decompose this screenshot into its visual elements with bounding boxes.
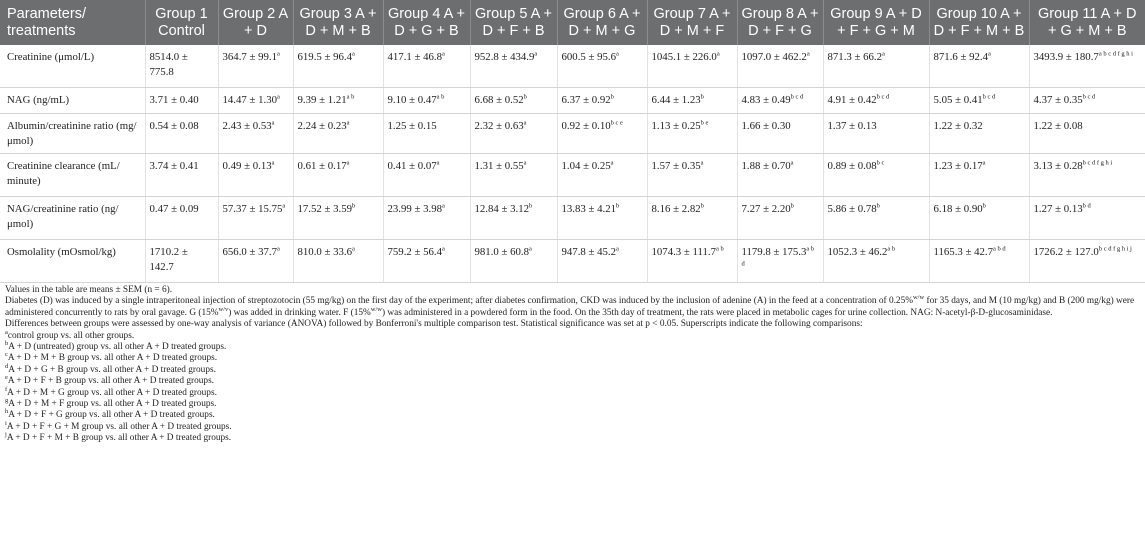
table-cell (145, 88, 218, 114)
table-cell (1029, 88, 1145, 114)
comparison-note (5, 410, 1141, 421)
table-cell (470, 114, 557, 154)
unit-superscript: w/v (218, 305, 229, 313)
table-cell (737, 240, 823, 283)
cell-value: 364.7 ± 99.1 (222, 51, 278, 63)
table-cell (929, 154, 1029, 197)
table-cell (218, 88, 293, 114)
table-cell (647, 154, 737, 197)
table-row (0, 114, 1145, 154)
cell-value: 0.89 ± 0.08 (827, 160, 877, 172)
cell-value: 1.31 ± 0.55 (474, 160, 524, 172)
cell-value: 1045.1 ± 226.0 (651, 51, 717, 63)
comparison-marker: b (5, 339, 9, 347)
table-cell (823, 45, 929, 88)
cell-value: 871.3 ± 66.2 (827, 51, 883, 63)
table-cell (823, 154, 929, 197)
table-cell (557, 88, 647, 114)
footnote-comparisons (5, 328, 1141, 445)
comparison-note (5, 385, 1141, 399)
cell-superscript: a (352, 245, 355, 253)
cell-superscript: a (610, 159, 614, 167)
header-group-1: Group 1 Control (145, 0, 218, 45)
comparison-text: A + D + F + M + B group vs. all other A + D treated groups. (6, 433, 232, 444)
cell-superscript: b c d (876, 93, 890, 101)
cell-value: 9.10 ± 0.47 (387, 94, 437, 106)
table-cell (823, 240, 929, 283)
cell-superscript: a (700, 159, 704, 167)
cell-superscript: a (806, 50, 810, 58)
cell-value: 6.44 ± 1.23 (651, 94, 701, 106)
table-header (0, 0, 1145, 45)
table-cell (737, 154, 823, 197)
cell-value: 3.74 ± 0.41 (149, 160, 199, 172)
cell-superscript: b c d (982, 93, 996, 101)
table-cell (737, 88, 823, 114)
cell-value: 1.04 ± 0.25 (561, 160, 611, 172)
cell-value: 6.18 ± 0.90 (933, 203, 983, 215)
comparison-note (5, 353, 1141, 364)
table-cell (145, 45, 218, 88)
comparison-marker: i (5, 419, 7, 427)
cell-value: 2.43 ± 0.53 (222, 120, 272, 132)
cell-superscript: a (442, 245, 445, 253)
row-label: Osmolality (mOsmol/kg) (0, 240, 145, 283)
comparison-marker: d (5, 362, 9, 370)
table-cell (929, 240, 1029, 283)
table-cell (823, 114, 929, 154)
row-label: Albumin/creatinine ratio (mg/μmol) (0, 114, 145, 154)
cell-value: 8514.0 ± 775.8 (149, 51, 188, 78)
cell-value: 981.0 ± 60.8 (474, 246, 530, 258)
table-cell (383, 114, 470, 154)
cell-superscript: a (616, 50, 619, 58)
cell-value: 5.05 ± 0.41 (933, 94, 983, 106)
cell-value: 1074.3 ± 111.7 (651, 246, 717, 258)
comparison-marker: f (5, 385, 8, 393)
cell-value: 871.6 ± 92.4 (933, 51, 989, 63)
table-cell (1029, 114, 1145, 154)
cell-superscript: b (529, 202, 533, 210)
cell-value: 1.27 ± 0.13 (1033, 203, 1083, 215)
header-group-5: Group 5 A + D + F + B (470, 0, 557, 45)
table-cell (647, 240, 737, 283)
table-cell (218, 45, 293, 88)
cell-superscript: b c d f g h i (1082, 159, 1113, 167)
cell-superscript: a b (716, 245, 724, 253)
cell-value: 17.52 ± 3.59 (297, 203, 353, 215)
comparison-note (5, 376, 1141, 387)
cell-superscript: b c d f g h i j (1098, 245, 1132, 253)
cell-value: 1165.3 ± 42.7 (933, 246, 994, 258)
cell-superscript: a (271, 119, 275, 127)
cell-superscript: b c (876, 159, 885, 167)
table-cell (383, 154, 470, 197)
cell-superscript: b c d (790, 93, 804, 101)
cell-value: 759.2 ± 56.4 (387, 246, 443, 258)
comparison-text: control group vs. all other groups. (7, 330, 135, 341)
table-cell (1029, 154, 1145, 197)
header-group-11: Group 11 A + D + G + M + B (1029, 0, 1145, 45)
comparison-marker: c (5, 351, 8, 359)
header-group-4: Group 4 A + D + G + B (383, 0, 470, 45)
table-cell (647, 114, 737, 154)
cell-value: 3.13 ± 0.28 (1033, 160, 1083, 172)
comparison-note (5, 362, 1141, 376)
cell-value: 0.41 ± 0.07 (387, 160, 437, 172)
header-group-10: Group 10 A + D + F + M + B (929, 0, 1029, 45)
cell-value: 1726.2 ± 127.0 (1033, 246, 1099, 258)
table-cell (145, 240, 218, 283)
unit-superscript: w/w (370, 305, 382, 313)
table-cell (293, 197, 383, 240)
cell-superscript: a (271, 159, 275, 167)
table-cell (929, 114, 1029, 154)
table-cell (145, 154, 218, 197)
table-row (0, 88, 1145, 114)
cell-superscript: a b d (741, 245, 815, 268)
cell-superscript: a (442, 50, 445, 58)
cell-value: 656.0 ± 37.7 (222, 246, 278, 258)
table-cell (383, 88, 470, 114)
cell-superscript: b (982, 202, 986, 210)
header-parameters: Parameters/ treatments (0, 0, 145, 45)
row-label: Creatinine clearance (mL/ minute) (0, 154, 145, 197)
table-cell (557, 114, 647, 154)
table-cell (293, 154, 383, 197)
cell-superscript: a (534, 50, 538, 58)
cell-superscript: a (346, 159, 350, 167)
table-cell (470, 154, 557, 197)
cell-value: 0.92 ± 0.10 (561, 120, 611, 132)
cell-superscript: a b (436, 93, 445, 101)
table-cell (1029, 240, 1145, 283)
cell-superscript: b (616, 202, 620, 210)
table-cell (383, 197, 470, 240)
header-group-3: Group 3 A + D + M + B (293, 0, 383, 45)
comparison-text: A + D + M + F group vs. all other A + D treated groups. (8, 399, 217, 410)
cell-value: 5.86 ± 0.78 (827, 203, 877, 215)
row-label: NAG/creatinine ratio (ng/μmol) (0, 197, 145, 240)
header-group-7: Group 7 A + D + M + F (647, 0, 737, 45)
header-group-2: Group 2 A + D (218, 0, 293, 45)
cell-value: 1.22 ± 0.08 (1033, 120, 1083, 132)
table-cell (737, 114, 823, 154)
comparison-text: A + D + G + B group vs. all other A + D treated groups. (8, 364, 216, 375)
cell-value: 6.37 ± 0.92 (561, 94, 611, 106)
comparison-text: A + D + F + G group vs. all other A + D treated groups. (8, 410, 215, 421)
cell-superscript: a (442, 202, 445, 210)
table-cell (218, 154, 293, 197)
cell-superscript: a (882, 50, 885, 58)
footnote-stats: Differences between groups were assessed by one-way analysis of variance (ANOVA) followed by Bonferroni's multiple comparison test. Statistical significance was set at p < 0.05. Superscripts indicate the following comparisons: (5, 319, 863, 330)
cell-value: 1.25 ± 0.15 (387, 120, 437, 132)
table-row (0, 154, 1145, 197)
comparison-note (5, 419, 1141, 433)
cell-value: 1.57 ± 0.35 (651, 160, 701, 172)
comparison-text: A + D + M + G group vs. all other A + D treated groups. (7, 387, 217, 398)
cell-value: 619.5 ± 96.4 (297, 51, 353, 63)
table-cell (1029, 197, 1145, 240)
table-cell (647, 45, 737, 88)
cell-value: 1.13 ± 0.25 (651, 120, 701, 132)
cell-value: 4.83 ± 0.49 (741, 94, 791, 106)
cell-value: 9.39 ± 1.21 (297, 94, 347, 106)
table-cell (737, 45, 823, 88)
comparison-marker: g (5, 396, 9, 404)
table-row (0, 197, 1145, 240)
cell-value: 1.22 ± 0.32 (933, 120, 983, 132)
cell-value: 0.49 ± 0.13 (222, 160, 272, 172)
cell-value: 4.91 ± 0.42 (827, 94, 877, 106)
table-cell (383, 240, 470, 283)
comparison-marker: e (5, 374, 8, 382)
cell-superscript: a b (887, 245, 896, 253)
table-cell (929, 88, 1029, 114)
cell-value: 14.47 ± 1.30 (222, 94, 278, 106)
cell-superscript: a (277, 50, 280, 58)
table-cell (557, 240, 647, 283)
table-cell (470, 88, 557, 114)
cell-superscript: b d (1082, 202, 1091, 210)
table-footnotes (0, 283, 1145, 445)
cell-value: 1.66 ± 0.30 (741, 120, 791, 132)
cell-value: 1179.8 ± 175.3 (741, 246, 807, 258)
cell-value: 13.83 ± 4.21 (561, 203, 617, 215)
cell-value: 1.37 ± 0.13 (827, 120, 877, 132)
comparison-text: A + D + F + B group vs. all other A + D treated groups. (7, 376, 215, 387)
cell-value: 3493.9 ± 180.7 (1033, 51, 1099, 63)
cell-superscript: b (700, 202, 704, 210)
unit-superscript: w/w (912, 294, 925, 302)
cell-value: 1097.0 ± 462.2 (741, 51, 807, 63)
cell-value: 417.1 ± 46.8 (387, 51, 443, 63)
table-cell (737, 197, 823, 240)
table-cell (647, 197, 737, 240)
cell-superscript: a (352, 50, 355, 58)
cell-superscript: a (282, 202, 286, 210)
cell-superscript: a (523, 159, 527, 167)
table-cell (470, 240, 557, 283)
table-cell (145, 197, 218, 240)
table-cell (470, 197, 557, 240)
cell-superscript: a (982, 159, 986, 167)
comparison-text: A + D + M + B group vs. all other A + D treated groups. (7, 353, 218, 364)
table-cell (218, 240, 293, 283)
cell-superscript: a (523, 119, 527, 127)
table-cell (929, 45, 1029, 88)
comparison-note (5, 433, 1141, 444)
cell-superscript: a b (346, 93, 355, 101)
row-label: Creatinine (μmol/L) (0, 45, 145, 88)
cell-value: 1.88 ± 0.70 (741, 160, 791, 172)
comparison-note (5, 396, 1141, 410)
cell-value: 8.16 ± 2.82 (651, 203, 701, 215)
cell-value: 1.23 ± 0.17 (933, 160, 983, 172)
cell-superscript: b (610, 93, 614, 101)
cell-superscript: a (716, 50, 720, 58)
cell-value: 12.84 ± 3.12 (474, 203, 530, 215)
table-cell (218, 114, 293, 154)
cell-superscript: a (277, 245, 280, 253)
table-cell (218, 197, 293, 240)
cell-superscript: b (352, 202, 356, 210)
table-cell (383, 45, 470, 88)
comparison-text: A + D + F + G + M group vs. all other A + D treated groups. (6, 421, 232, 432)
cell-superscript: a (277, 93, 280, 101)
cell-value: 4.37 ± 0.35 (1033, 94, 1083, 106)
header-group-9: Group 9 A + D + F + G + M (823, 0, 929, 45)
cell-value: 810.0 ± 33.6 (297, 246, 353, 258)
cell-value: 2.24 ± 0.23 (297, 120, 347, 132)
cell-superscript: a (529, 245, 532, 253)
comparison-marker: j (5, 431, 7, 439)
cell-superscript: b c e (610, 119, 623, 127)
table-cell (647, 88, 737, 114)
table-cell (293, 240, 383, 283)
cell-value: 6.68 ± 0.52 (474, 94, 524, 106)
cell-superscript: a (988, 50, 991, 58)
cell-value: 2.32 ± 0.63 (474, 120, 524, 132)
table-cell (557, 45, 647, 88)
comparison-text: A + D (untreated) group vs. all other A + D treated groups. (8, 342, 227, 353)
cell-value: 7.27 ± 2.20 (741, 203, 791, 215)
row-label: NAG (ng/mL) (0, 88, 145, 114)
cell-superscript: a b c d f g h i (1098, 50, 1133, 58)
header-row (0, 0, 1145, 45)
cell-value: 0.54 ± 0.08 (149, 120, 199, 132)
table-body (0, 45, 1145, 283)
table-cell (823, 197, 929, 240)
table-cell (293, 45, 383, 88)
cell-superscript: a (436, 159, 440, 167)
cell-value: 0.61 ± 0.17 (297, 160, 347, 172)
cell-value: 1052.3 ± 46.2 (827, 246, 888, 258)
cell-superscript: b (700, 93, 704, 101)
cell-superscript: a (346, 119, 350, 127)
footnote-values: Values in the table are means ± SEM (n = 6). (5, 285, 173, 295)
cell-value: 947.8 ± 45.2 (561, 246, 617, 258)
table-cell (557, 154, 647, 197)
table-cell (145, 114, 218, 154)
table-cell (470, 45, 557, 88)
cell-value: 3.71 ± 0.40 (149, 94, 199, 106)
cell-superscript: b c d (1082, 93, 1096, 101)
cell-value: 952.8 ± 434.9 (474, 51, 535, 63)
cell-superscript: a (616, 245, 619, 253)
cell-value: 0.47 ± 0.09 (149, 203, 199, 215)
cell-superscript: a b d (993, 245, 1006, 253)
table-cell (929, 197, 1029, 240)
table-cell (1029, 45, 1145, 88)
table-cell (557, 197, 647, 240)
cell-superscript: b e (700, 119, 709, 127)
table-row (0, 45, 1145, 88)
cell-superscript: b (876, 202, 880, 210)
comparison-marker: h (5, 408, 9, 416)
cell-superscript: b (523, 93, 527, 101)
comparison-note (5, 339, 1141, 353)
comparison-marker: a (5, 328, 8, 336)
header-group-6: Group 6 A + D + M + G (557, 0, 647, 45)
comparison-note (5, 328, 1141, 342)
table-row (0, 240, 1145, 283)
cell-value: 57.37 ± 15.75 (222, 203, 283, 215)
header-group-8: Group 8 A + D + F + G (737, 0, 823, 45)
cell-superscript: b (790, 202, 794, 210)
table-cell (293, 114, 383, 154)
cell-value: 23.99 ± 3.98 (387, 203, 443, 215)
table-cell (293, 88, 383, 114)
cell-superscript: a (790, 159, 794, 167)
cell-value: 1710.2 ± 142.7 (149, 246, 188, 273)
footnote-methods: Diabetes (D) was induced by a single intraperitoneal injection of streptozotocin (55 mg/kg) on the first day of the experiment; after diabetes confirmation, CKD was induced by the inclusion of adenine (A) in the feed at a concentration of 0.25%$^{w/w}$ for 35 days, and M (10 mg/kg) and B (200 mg/kg) were administered concurrently to rats by oral gavage. G (15%$^{w/v}$) was added in drinking water. F (15%$^{w/w}$) was administered in a powdered form in the food. On the 35th day of treatment, the rats were placed in metabolic cages for urine collection. NAG: N-acetyl-β-D-glucosaminidase. (5, 294, 1135, 318)
table-cell (823, 88, 929, 114)
cell-value: 600.5 ± 95.6 (561, 51, 617, 63)
